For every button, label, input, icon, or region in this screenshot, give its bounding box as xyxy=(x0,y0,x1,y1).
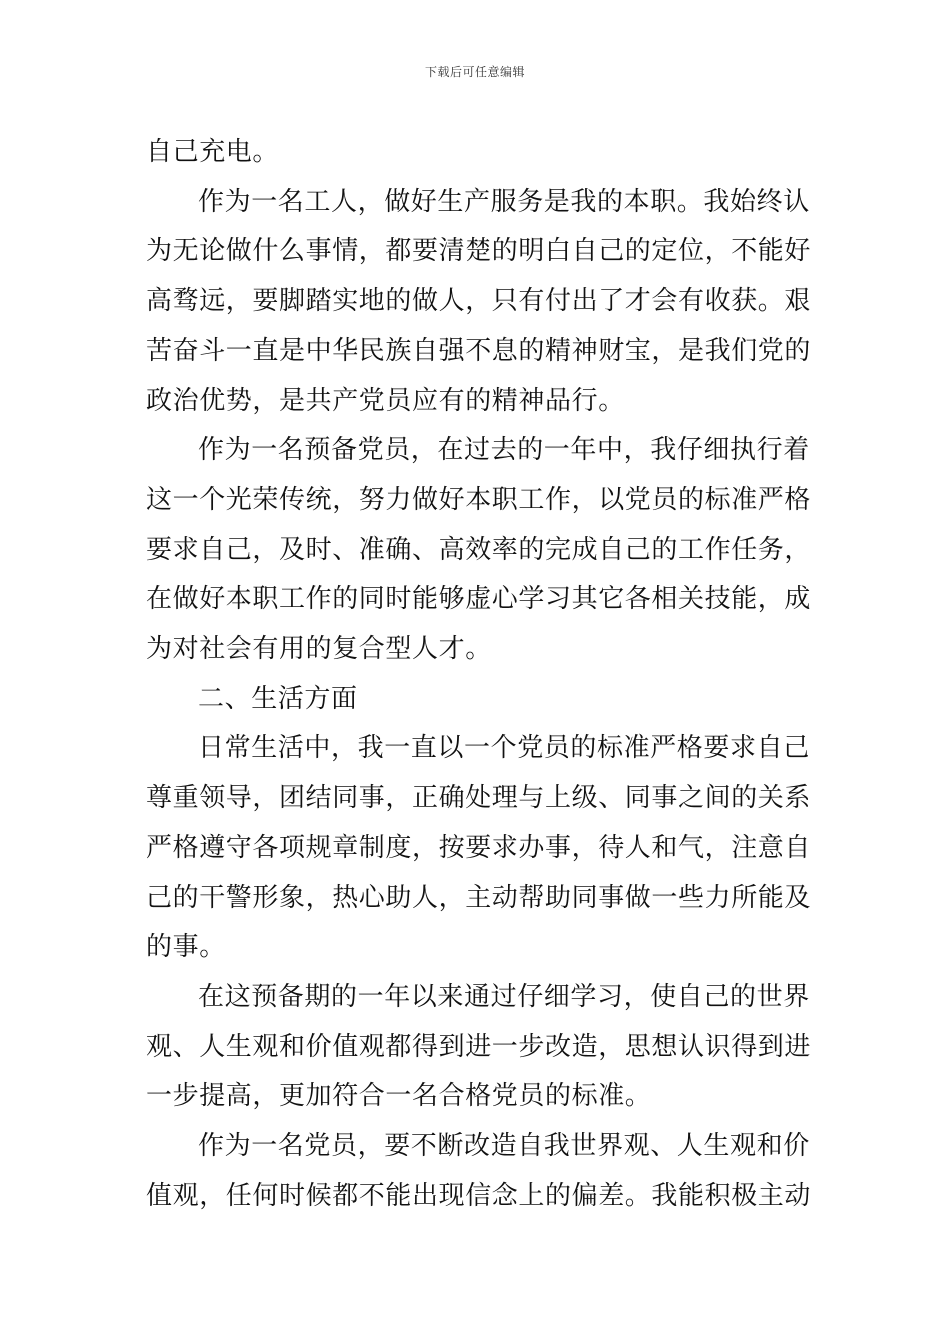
paragraph-line: 这一个光荣传统，努力做好本职工作，以党员的标准严格 xyxy=(146,484,812,515)
paragraph-line: 观、人生观和价值观都得到进一步改造，思想认识得到进 xyxy=(146,1031,812,1062)
paragraph-7 xyxy=(146,1122,812,1221)
paragraph-line: 值观，任何时候都不能出现信念上的偏差。我能积极主动 xyxy=(146,1180,812,1211)
paragraph-line: 高骛远，要脚踏实地的做人，只有付出了才会有收获。艰 xyxy=(146,286,812,317)
paragraph-line: 自己充电。 xyxy=(146,137,280,167)
paragraph-line: 要求自己，及时、准确、高效率的完成自己的工作任务， xyxy=(146,534,812,565)
paragraph-line: 尊重领导，团结同事，正确处理与上级、同事之间的关系 xyxy=(146,783,812,814)
paragraph-1 xyxy=(146,128,806,178)
paragraph-6 xyxy=(146,973,812,1122)
paragraph-line: 严格遵守各项规章制度，按要求办事，待人和气，注意自 xyxy=(146,832,812,863)
section-heading-text: 二、生活方面 xyxy=(198,683,358,714)
paragraph-5 xyxy=(146,724,812,973)
paragraph-line: 己的干警形象，热心助人，主动帮助同事做一些力所能及 xyxy=(146,882,812,913)
paragraph-line: 为对社会有用的复合型人才。 xyxy=(146,634,492,665)
paragraph-line: 作为一名党员，要不断改造自我世界观、人生观和价 xyxy=(198,1131,810,1162)
paragraph-line: 在做好本职工作的同时能够虚心学习其它各相关技能，成 xyxy=(146,584,812,615)
paragraph-3 xyxy=(146,426,812,675)
document-body xyxy=(146,128,812,1221)
paragraph-line: 苦奋斗一直是中华民族自强不息的精神财宝，是我们党的 xyxy=(146,335,812,366)
paragraph-line: 作为一名工人，做好生产服务是我的本职。我始终认 xyxy=(198,186,810,217)
paragraph-line: 一步提高，更加符合一名合格党员的标准。 xyxy=(146,1081,652,1112)
paragraph-line: 为无论做什么事情，都要清楚的明白自己的定位，不能好 xyxy=(146,236,812,267)
paragraph-line: 作为一名预备党员，在过去的一年中，我仔细执行着 xyxy=(198,435,810,466)
paragraph-line: 的事。 xyxy=(146,932,226,963)
paragraph-line: 日常生活中，我一直以一个党员的标准严格要求自己 xyxy=(198,733,810,764)
paragraph-line: 在这预备期的一年以来通过仔细学习，使自己的世界 xyxy=(198,981,810,1012)
page-header-note: 下载后可任意编辑 xyxy=(424,65,525,79)
paragraph-line: 政治优势，是共产党员应有的精神品行。 xyxy=(146,385,625,416)
paragraph-2 xyxy=(146,178,812,427)
section-heading-life xyxy=(146,675,806,725)
